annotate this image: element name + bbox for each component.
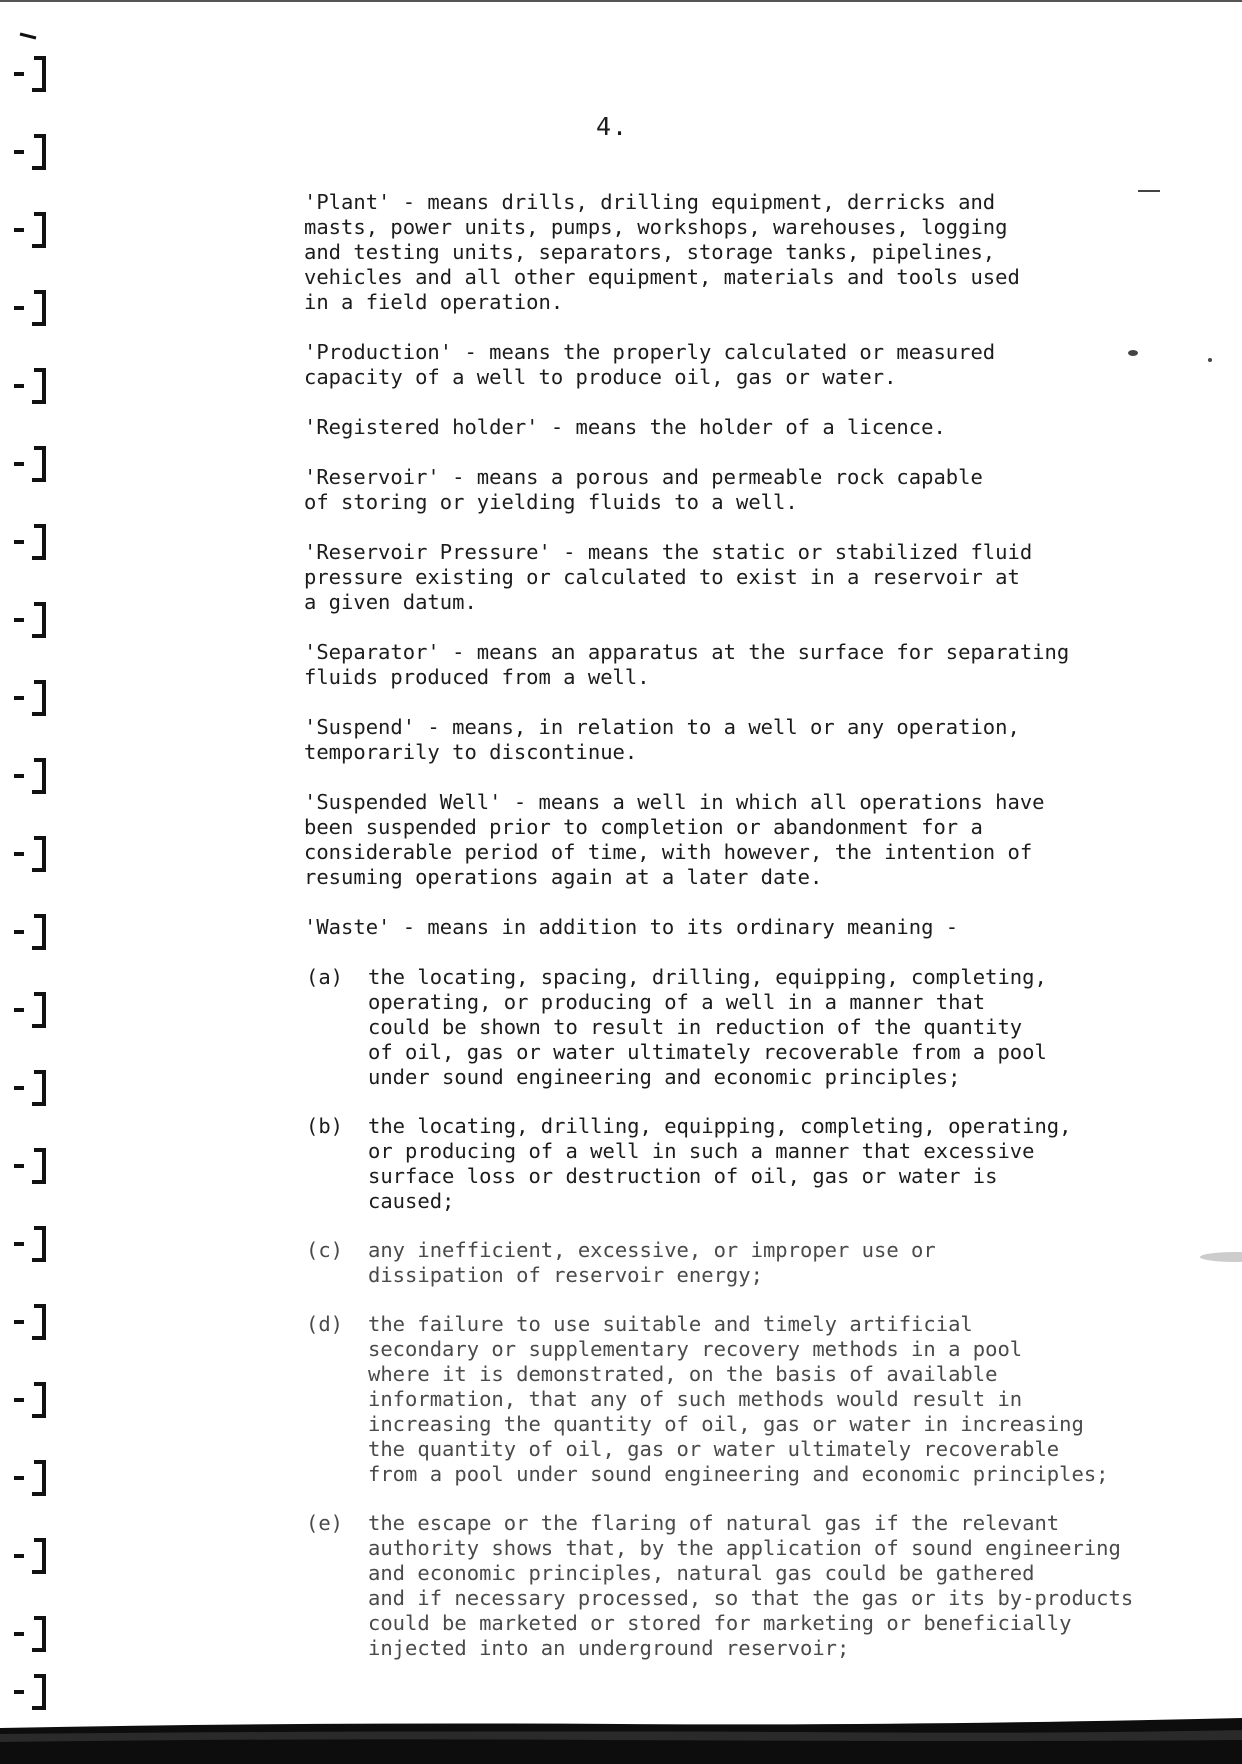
item-text xyxy=(368,965,1184,1090)
binding-bracket-icon xyxy=(10,1378,50,1418)
binding-bracket-icon xyxy=(10,130,50,170)
binding-bracket-icon xyxy=(10,1144,50,1184)
text-line: the locating, spacing, drilling, equipping, completing, xyxy=(368,965,1047,989)
text-line: where it is demonstrated, on the basis of available xyxy=(368,1362,998,1386)
binding-bracket-icon xyxy=(10,910,50,950)
text-line: vehicles and all other equipment, materials and tools used xyxy=(304,265,1020,289)
text-line: the escape or the flaring of natural gas if the relevant xyxy=(368,1511,1060,1535)
scan-speck xyxy=(1138,190,1160,192)
binding-bracket-icon xyxy=(10,520,50,560)
text-line: temporarily to discontinue. xyxy=(304,740,638,764)
text-line: a given datum. xyxy=(304,590,477,614)
definition-registered-holder xyxy=(304,415,1184,440)
text-line: any inefficient, excessive, or improper use or xyxy=(368,1238,936,1262)
text-line: surface loss or destruction of oil, gas or water is xyxy=(368,1164,998,1188)
item-text xyxy=(368,1312,1184,1487)
text-line: and testing units, separators, storage tanks, pipelines, xyxy=(304,240,996,264)
document-body xyxy=(304,190,1184,1685)
text-line: capacity of a well to produce oil, gas or water. xyxy=(304,365,897,389)
waste-item-a xyxy=(304,965,1184,1090)
item-label: (d) xyxy=(306,1312,344,1336)
text-line: 'Suspend' - means, in relation to a well or any operation, xyxy=(304,715,1020,739)
page-top-edge xyxy=(0,0,1242,22)
waste-item-c xyxy=(304,1238,1184,1288)
text-line: and economic principles, natural gas could be gathered xyxy=(368,1561,1035,1585)
text-line: under sound engineering and economic principles; xyxy=(368,1065,961,1089)
binding-bracket-icon xyxy=(10,754,50,794)
waste-item-e xyxy=(304,1511,1184,1661)
text-line: 'Waste' - means in addition to its ordinary meaning - xyxy=(304,915,959,939)
text-line: pressure existing or calculated to exist in a reservoir at xyxy=(304,565,1020,589)
item-text xyxy=(368,1511,1184,1661)
binding-bracket-icon xyxy=(10,676,50,716)
waste-item-d xyxy=(304,1312,1184,1487)
binding-bracket-icon xyxy=(10,208,50,248)
text-line: the failure to use suitable and timely artificial xyxy=(368,1312,973,1336)
binding-bracket-icon xyxy=(10,442,50,482)
text-line: could be shown to result in reduction of the quantity xyxy=(368,1015,1023,1039)
binding-bracket-icon xyxy=(10,1300,50,1340)
item-text xyxy=(368,1238,1184,1288)
text-line: 'Reservoir Pressure' - means the static or stabilized fluid xyxy=(304,540,1033,564)
binding-bracket-icon xyxy=(10,286,50,326)
text-line: 'Suspended Well' - means a well in which all operations have xyxy=(304,790,1045,814)
definition-waste xyxy=(304,915,1184,940)
text-line: 'Plant' - means drills, drilling equipment, derricks and xyxy=(304,190,996,214)
text-line: the locating, drilling, equipping, completing, operating, xyxy=(368,1114,1072,1138)
definition-reservoir-pressure xyxy=(304,540,1184,615)
item-text xyxy=(368,1114,1184,1214)
binding-bracket-icon xyxy=(10,1456,50,1496)
binding-bracket-icon xyxy=(10,1222,50,1262)
text-line: or producing of a well in such a manner that excessive xyxy=(368,1139,1035,1163)
text-line: increasing the quantity of oil, gas or water in increasing xyxy=(368,1412,1084,1436)
definition-reservoir xyxy=(304,465,1184,515)
text-line: of storing or yielding fluids to a well. xyxy=(304,490,798,514)
binding-bracket-icon xyxy=(10,52,50,92)
item-label: (a) xyxy=(306,965,344,989)
text-line: masts, power units, pumps, workshops, warehouses, logging xyxy=(304,215,1008,239)
text-line: been suspended prior to completion or abandonment for a xyxy=(304,815,983,839)
binding-bracket-icon xyxy=(10,988,50,1028)
text-line: operating, or producing of a well in a manner that xyxy=(368,990,986,1014)
text-line: 'Registered holder' - means the holder of a licence. xyxy=(304,415,946,439)
text-line: dissipation of reservoir energy; xyxy=(368,1263,763,1287)
text-line: 'Separator' - means an apparatus at the surface for separating xyxy=(304,640,1070,664)
text-line: the quantity of oil, gas or water ultimately recoverable xyxy=(368,1437,1060,1461)
text-line: authority shows that, by the application of sound engineering xyxy=(368,1536,1121,1560)
binding-bracket-icon xyxy=(10,364,50,404)
binding-bracket-icon xyxy=(10,1066,50,1106)
text-line: 'Production' - means the properly calculated or measured xyxy=(304,340,996,364)
waste-item-b xyxy=(304,1114,1184,1214)
text-line: 'Reservoir' - means a porous and permeable rock capable xyxy=(304,465,983,489)
binding-strip xyxy=(0,30,60,1710)
definition-suspend xyxy=(304,715,1184,765)
scan-speck xyxy=(1200,1252,1242,1262)
text-line: could be marketed or stored for marketing or beneficially xyxy=(368,1611,1072,1635)
definition-separator xyxy=(304,640,1184,690)
binding-bracket-icon xyxy=(10,832,50,872)
binding-bracket-icon xyxy=(10,1612,50,1652)
scan-speck xyxy=(1128,350,1138,356)
text-line: and if necessary processed, so that the gas or its by-products xyxy=(368,1586,1134,1610)
text-line: resuming operations again at a later date. xyxy=(304,865,823,889)
text-line: caused; xyxy=(368,1189,455,1213)
text-line: information, that any of such methods would result in xyxy=(368,1387,1023,1411)
binding-bracket-icon xyxy=(10,1670,50,1710)
text-line: from a pool under sound engineering and economic principles; xyxy=(368,1462,1109,1486)
item-label: (e) xyxy=(306,1511,344,1535)
definition-production xyxy=(304,340,1184,390)
text-line: fluids produced from a well. xyxy=(304,665,650,689)
definition-plant xyxy=(304,190,1184,315)
text-line: of oil, gas or water ultimately recoverable from a pool xyxy=(368,1040,1047,1064)
item-label: (b) xyxy=(306,1114,344,1138)
binding-bracket-icon xyxy=(10,598,50,638)
page-number: 4. xyxy=(596,112,629,141)
page-bottom-shadow xyxy=(0,1718,1242,1764)
scan-speck xyxy=(1208,358,1212,362)
binding-bracket-icon xyxy=(10,1534,50,1574)
item-label: (c) xyxy=(306,1238,344,1262)
text-line: secondary or supplementary recovery methods in a pool xyxy=(368,1337,1023,1361)
text-line: in a field operation. xyxy=(304,290,564,314)
text-line: injected into an underground reservoir; xyxy=(368,1636,850,1660)
text-line: considerable period of time, with however, the intention of xyxy=(304,840,1033,864)
definition-suspended-well xyxy=(304,790,1184,890)
